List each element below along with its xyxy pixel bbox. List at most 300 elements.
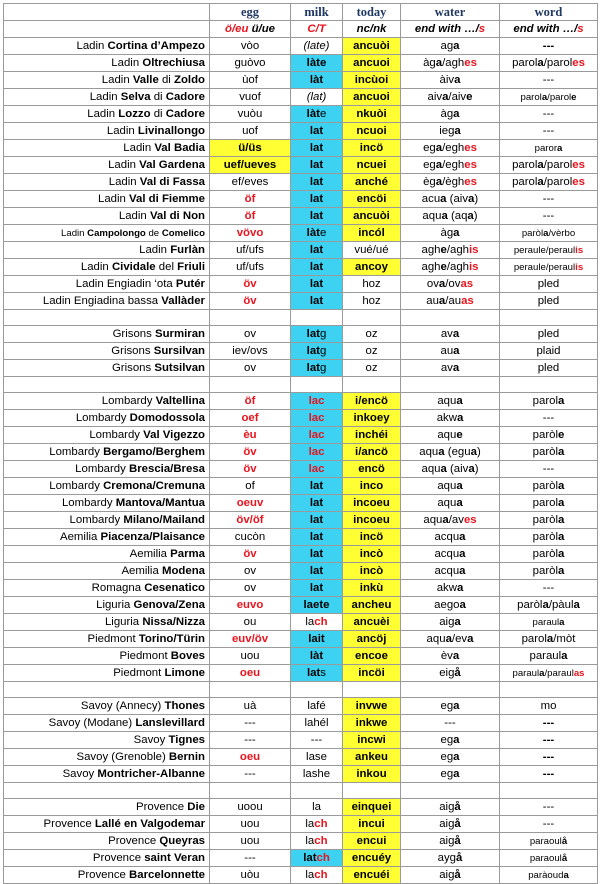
- cell-word: [500, 140, 598, 157]
- text-segment: Oltrechiusa: [142, 56, 205, 69]
- text-segment: Ladin: [118, 209, 150, 222]
- text-segment: encö: [358, 462, 385, 475]
- text-segment: Lombardy: [89, 428, 144, 441]
- table-row: [4, 833, 598, 850]
- cell-egg: [210, 597, 291, 614]
- text-segment: Cortina d’Ampezo: [107, 39, 205, 52]
- text-segment: lac: [308, 428, 325, 441]
- cell-place: [4, 242, 210, 259]
- text-segment: is: [469, 260, 479, 273]
- text-segment: aqu: [421, 462, 441, 475]
- table-body: [4, 38, 598, 884]
- text-segment: ncuei: [356, 158, 387, 171]
- text-segment: e: [558, 428, 565, 441]
- text-segment: öv: [243, 294, 257, 307]
- table-row: [4, 38, 598, 55]
- cell-milk: [291, 410, 343, 427]
- cell-today: [343, 850, 401, 867]
- text-segment: /parol: [543, 158, 573, 171]
- text-segment: Cesenatico: [144, 581, 205, 594]
- text-segment: uou: [240, 649, 260, 662]
- cell-place: [4, 867, 210, 884]
- text-segment: lat: [309, 294, 324, 307]
- text-segment: ieg: [439, 124, 455, 137]
- text-segment: lafé: [307, 699, 326, 712]
- text-segment: Sutsilvan: [154, 361, 205, 374]
- cell-milk: [291, 529, 343, 546]
- text-segment: i/encö: [355, 394, 388, 407]
- cell-water: [401, 427, 500, 444]
- cell-milk: [291, 799, 343, 816]
- text-segment: a: [459, 564, 466, 577]
- text-segment: ---: [542, 733, 555, 746]
- cell-today: [343, 89, 401, 106]
- text-segment: uà: [243, 699, 257, 712]
- text-segment: ch: [314, 868, 328, 881]
- cell-word: [500, 546, 598, 563]
- text-segment: a: [452, 649, 460, 662]
- text-segment: lat: [309, 530, 324, 543]
- text-segment: Cadore: [165, 90, 205, 103]
- text-segment: Lombardy: [49, 445, 104, 458]
- text-segment: a: [435, 158, 443, 171]
- text-segment: eg: [423, 141, 436, 154]
- text-segment: öv: [243, 445, 257, 458]
- text-segment: Tignes: [168, 733, 205, 746]
- cell-place: [4, 444, 210, 461]
- text-segment: ch: [314, 615, 328, 628]
- cell-milk: [291, 546, 343, 563]
- text-segment: làt: [306, 107, 320, 120]
- text-segment: is: [575, 261, 584, 273]
- cell-today: [343, 106, 401, 123]
- cell-egg: [210, 225, 291, 242]
- cell-today: [343, 259, 401, 276]
- text-segment: acqu: [434, 547, 460, 560]
- text-segment: lac: [308, 411, 325, 424]
- cell-water: [401, 326, 500, 343]
- text-segment: Savoy: [62, 767, 98, 780]
- text-segment: èg: [423, 175, 436, 188]
- cell-today: [343, 478, 401, 495]
- cell-place: [4, 614, 210, 631]
- cell-today: [343, 799, 401, 816]
- spacer-cell: [401, 377, 500, 393]
- text-segment: Lozzo: [118, 107, 151, 120]
- text-segment: ankeu: [355, 750, 388, 763]
- text-segment: s: [320, 666, 326, 679]
- cell-today: [343, 546, 401, 563]
- text-segment: a: [537, 158, 544, 171]
- text-segment: inkù: [359, 581, 384, 594]
- cell-place: [4, 665, 210, 682]
- cell-water: [401, 123, 500, 140]
- text-segment: a: [453, 39, 460, 52]
- text-segment: guòvo: [234, 56, 266, 69]
- text-segment: a: [438, 445, 445, 458]
- text-segment: ---: [542, 411, 555, 424]
- text-segment: öf: [244, 209, 256, 222]
- text-segment: a: [454, 124, 461, 137]
- table-row: [4, 343, 598, 360]
- cell-egg: [210, 427, 291, 444]
- text-segment: /aiv: [448, 90, 467, 103]
- text-segment: öf: [244, 192, 256, 205]
- cell-egg: [210, 546, 291, 563]
- cell-water: [401, 665, 500, 682]
- cell-egg: [210, 343, 291, 360]
- text-segment: cucòn: [234, 530, 266, 543]
- text-segment: ef/eves: [231, 175, 269, 188]
- table-row: [4, 512, 598, 529]
- cell-word: [500, 242, 598, 259]
- text-segment: Comelico: [161, 227, 205, 239]
- text-segment: ---: [542, 73, 555, 86]
- table-row: [4, 410, 598, 427]
- text-segment: ): [476, 445, 481, 458]
- text-segment: Val Gardena: [139, 158, 205, 171]
- cell-egg: [210, 55, 291, 72]
- table-header: [4, 4, 598, 38]
- text-segment: ---: [542, 800, 555, 813]
- text-segment: ou: [243, 615, 257, 628]
- cell-place: [4, 393, 210, 410]
- text-segment: a: [539, 667, 545, 679]
- text-segment: eg: [440, 699, 454, 712]
- spacer-cell: [343, 310, 401, 326]
- cell-water: [401, 631, 500, 648]
- cell-egg: [210, 648, 291, 665]
- text-segment: la: [305, 834, 315, 847]
- cell-water: [401, 529, 500, 546]
- text-segment: a: [442, 90, 449, 103]
- text-segment: Piedmont: [119, 649, 171, 662]
- text-segment: uef/ueves: [223, 158, 277, 171]
- cell-today: [343, 276, 401, 293]
- cell-place: [4, 293, 210, 310]
- text-segment: Lombardy: [75, 411, 130, 424]
- cell-water: [401, 191, 500, 208]
- spacer-cell: [291, 783, 343, 799]
- text-segment: encui: [356, 834, 387, 847]
- text-segment: euvo: [236, 598, 264, 611]
- cell-word: [500, 393, 598, 410]
- text-segment: eg: [440, 733, 454, 746]
- text-segment: a: [558, 496, 565, 509]
- text-segment: as: [573, 667, 585, 679]
- cell-place: [4, 191, 210, 208]
- spacer-cell: [401, 783, 500, 799]
- text-segment: Val Vigezzo: [143, 428, 205, 441]
- text-segment: /agh: [446, 243, 470, 256]
- text-segment: e: [440, 243, 447, 256]
- text-segment: encuéy: [351, 851, 392, 864]
- cell-water: [401, 799, 500, 816]
- text-segment: Ladin: [76, 39, 108, 52]
- cell-water: [401, 38, 500, 55]
- text-segment: Aemilia: [129, 547, 171, 560]
- text-segment: encoe: [355, 649, 388, 662]
- text-segment: a: [459, 547, 466, 560]
- text-segment: di: [150, 107, 166, 120]
- text-segment: incùoi: [354, 73, 389, 86]
- text-segment: incò: [359, 547, 384, 560]
- text-segment: a: [558, 547, 565, 560]
- cell-water: [401, 72, 500, 89]
- cell-word: [500, 55, 598, 72]
- cell-milk: [291, 698, 343, 715]
- text-segment: a: [456, 581, 464, 594]
- table-row: [4, 648, 598, 665]
- cell-word: [500, 410, 598, 427]
- text-segment: (aiv: [446, 192, 469, 205]
- text-segment: hoz: [362, 294, 381, 307]
- text-segment: Cadore: [165, 107, 205, 120]
- cell-place: [4, 343, 210, 360]
- cell-water: [401, 461, 500, 478]
- text-segment: å: [454, 666, 461, 679]
- text-segment: paraoul: [529, 852, 562, 864]
- text-segment: lat: [309, 175, 324, 188]
- text-segment: a: [543, 227, 549, 239]
- table-row: [4, 174, 598, 191]
- text-segment: oz: [365, 327, 378, 340]
- text-segment: acqu: [434, 530, 460, 543]
- text-segment: peraule/peraul: [513, 244, 576, 256]
- text-segment: lat: [309, 141, 324, 154]
- cell-water: [401, 55, 500, 72]
- text-segment: (late): [303, 39, 330, 52]
- header-water: water: [401, 4, 500, 21]
- text-segment: a: [453, 733, 460, 746]
- text-segment: Ladin: [123, 141, 155, 154]
- cell-water: [401, 512, 500, 529]
- cell-milk: [291, 55, 343, 72]
- header-word: word: [500, 4, 598, 21]
- cell-place: [4, 55, 210, 72]
- text-segment: Domodossola: [129, 411, 205, 424]
- text-segment: paròl: [532, 547, 558, 560]
- cell-water: [401, 715, 500, 732]
- header-today: today: [343, 4, 401, 21]
- text-segment: Grisons: [111, 361, 155, 374]
- cell-today: [343, 816, 401, 833]
- table-row: [4, 259, 598, 276]
- table-row: [4, 614, 598, 631]
- text-segment: a: [456, 411, 464, 424]
- cell-egg: [210, 799, 291, 816]
- text-segment: ---: [542, 581, 555, 594]
- cell-milk: [291, 444, 343, 461]
- cell-today: [343, 393, 401, 410]
- cell-today: [343, 461, 401, 478]
- text-segment: Liguria: [96, 598, 134, 611]
- cell-place: [4, 597, 210, 614]
- cell-egg: [210, 38, 291, 55]
- text-segment: aig: [439, 615, 455, 628]
- text-segment: ancöj: [356, 632, 387, 645]
- text-segment: Ladin Engiadina bassa: [42, 294, 162, 307]
- text-segment: C/T: [307, 22, 326, 35]
- cell-place: [4, 72, 210, 89]
- cell-word: [500, 512, 598, 529]
- text-segment: Queyras: [159, 834, 205, 847]
- cell-place: [4, 749, 210, 766]
- spacer-cell: [210, 310, 291, 326]
- text-segment: Valtellina: [155, 394, 205, 407]
- cell-milk: [291, 715, 343, 732]
- cell-today: [343, 225, 401, 242]
- text-segment: a: [453, 107, 460, 120]
- text-segment: g: [319, 361, 327, 374]
- text-segment: ancuoi: [353, 90, 390, 103]
- text-segment: Ladin: [139, 243, 171, 256]
- cell-today: [343, 665, 401, 682]
- cell-word: [500, 259, 598, 276]
- cell-today: [343, 512, 401, 529]
- cell-today: [343, 749, 401, 766]
- text-segment: lat: [309, 479, 324, 492]
- cell-place: [4, 495, 210, 512]
- text-segment: öv/öf: [236, 513, 264, 526]
- text-segment: la: [305, 817, 315, 830]
- cell-word: [500, 276, 598, 293]
- text-segment: inkwe: [355, 716, 388, 729]
- text-segment: ncuoi: [356, 124, 387, 137]
- text-segment: a: [558, 479, 565, 492]
- cell-word: [500, 816, 598, 833]
- text-segment: invwe: [355, 699, 388, 712]
- text-segment: a: [452, 327, 460, 340]
- text-segment: Friuli: [177, 260, 205, 273]
- text-segment: àg: [423, 56, 436, 69]
- text-segment: aqu: [423, 513, 443, 526]
- cell-today: [343, 427, 401, 444]
- text-segment: pled: [537, 277, 560, 290]
- cell-place: [4, 461, 210, 478]
- text-segment: anché: [355, 175, 388, 188]
- table-row: [4, 106, 598, 123]
- cell-place: [4, 478, 210, 495]
- cell-place: [4, 732, 210, 749]
- text-segment: Ladin: [61, 227, 88, 239]
- text-segment: aig: [439, 868, 455, 881]
- cell-word: [500, 749, 598, 766]
- text-segment: Lallé en Valgodemar: [94, 817, 205, 830]
- text-segment: akw: [436, 581, 457, 594]
- cell-water: [401, 89, 500, 106]
- cell-water: [401, 276, 500, 293]
- subheader-milk: [291, 21, 343, 38]
- text-segment: Val Badia: [154, 141, 205, 154]
- text-segment: acu: [421, 192, 441, 205]
- text-segment: ): [474, 462, 479, 475]
- text-segment: uòu: [240, 868, 260, 881]
- text-segment: a: [542, 598, 549, 611]
- cell-word: [500, 563, 598, 580]
- text-segment: /parol: [543, 175, 573, 188]
- text-segment: aig: [439, 817, 455, 830]
- cell-milk: [291, 766, 343, 783]
- cell-today: [343, 123, 401, 140]
- cell-today: [343, 495, 401, 512]
- text-segment: Cividale: [111, 260, 156, 273]
- text-segment: la: [305, 868, 315, 881]
- text-segment: Boves: [170, 649, 205, 662]
- text-segment: parol: [512, 56, 538, 69]
- cell-water: [401, 106, 500, 123]
- cell-milk: [291, 631, 343, 648]
- text-segment: di: [158, 73, 174, 86]
- text-segment: (aiv: [446, 462, 469, 475]
- text-segment: a: [561, 649, 568, 662]
- cell-milk: [291, 293, 343, 310]
- text-segment: oeuv: [236, 496, 264, 509]
- cell-milk: [291, 495, 343, 512]
- spacer-cell: [401, 682, 500, 698]
- text-segment: aqu: [437, 394, 457, 407]
- text-segment: /pàul: [548, 598, 574, 611]
- spacer-cell: [210, 783, 291, 799]
- text-segment: paraoul: [529, 835, 562, 847]
- text-segment: oz: [365, 361, 378, 374]
- text-segment: Bernin: [168, 750, 205, 763]
- cell-word: [500, 225, 598, 242]
- text-segment: lat: [309, 513, 324, 526]
- text-segment: lac: [308, 462, 325, 475]
- text-segment: av: [440, 327, 453, 340]
- text-segment: ancuòi: [353, 39, 390, 52]
- text-segment: nc/nk: [356, 22, 387, 35]
- table-row: [4, 478, 598, 495]
- text-segment: a: [454, 615, 461, 628]
- text-segment: au: [440, 344, 454, 357]
- cell-today: [343, 293, 401, 310]
- text-segment: Val di Non: [149, 209, 205, 222]
- text-segment: es: [572, 158, 585, 171]
- text-segment: incól: [358, 226, 385, 239]
- text-segment: ö/eu: [224, 22, 249, 35]
- text-segment: Lombardy: [69, 513, 124, 526]
- text-segment: uof: [242, 124, 258, 137]
- header-egg: egg: [210, 4, 291, 21]
- text-segment: paraul: [532, 616, 560, 628]
- text-segment: lat: [307, 666, 321, 679]
- cell-place: [4, 546, 210, 563]
- text-segment: paraul: [512, 667, 540, 679]
- cell-milk: [291, 867, 343, 884]
- text-segment: Campolongo: [87, 227, 146, 239]
- text-segment: a: [456, 394, 463, 407]
- text-segment: a: [563, 869, 569, 881]
- text-segment: ancuoi: [353, 56, 390, 69]
- cell-water: [401, 343, 500, 360]
- text-segment: incwi: [357, 733, 386, 746]
- text-segment: (aq: [447, 209, 468, 222]
- text-segment: ov: [243, 361, 257, 374]
- text-segment: a: [435, 141, 443, 154]
- text-segment: av: [440, 361, 453, 374]
- spacer-cell: [500, 377, 598, 393]
- cell-egg: [210, 766, 291, 783]
- text-segment: Sursilvan: [153, 344, 205, 357]
- text-segment: e: [466, 90, 473, 103]
- cell-egg: [210, 326, 291, 343]
- cell-milk: [291, 597, 343, 614]
- text-segment: ---: [542, 767, 555, 780]
- cell-egg: [210, 140, 291, 157]
- text-segment: Barcelonnette: [129, 868, 205, 881]
